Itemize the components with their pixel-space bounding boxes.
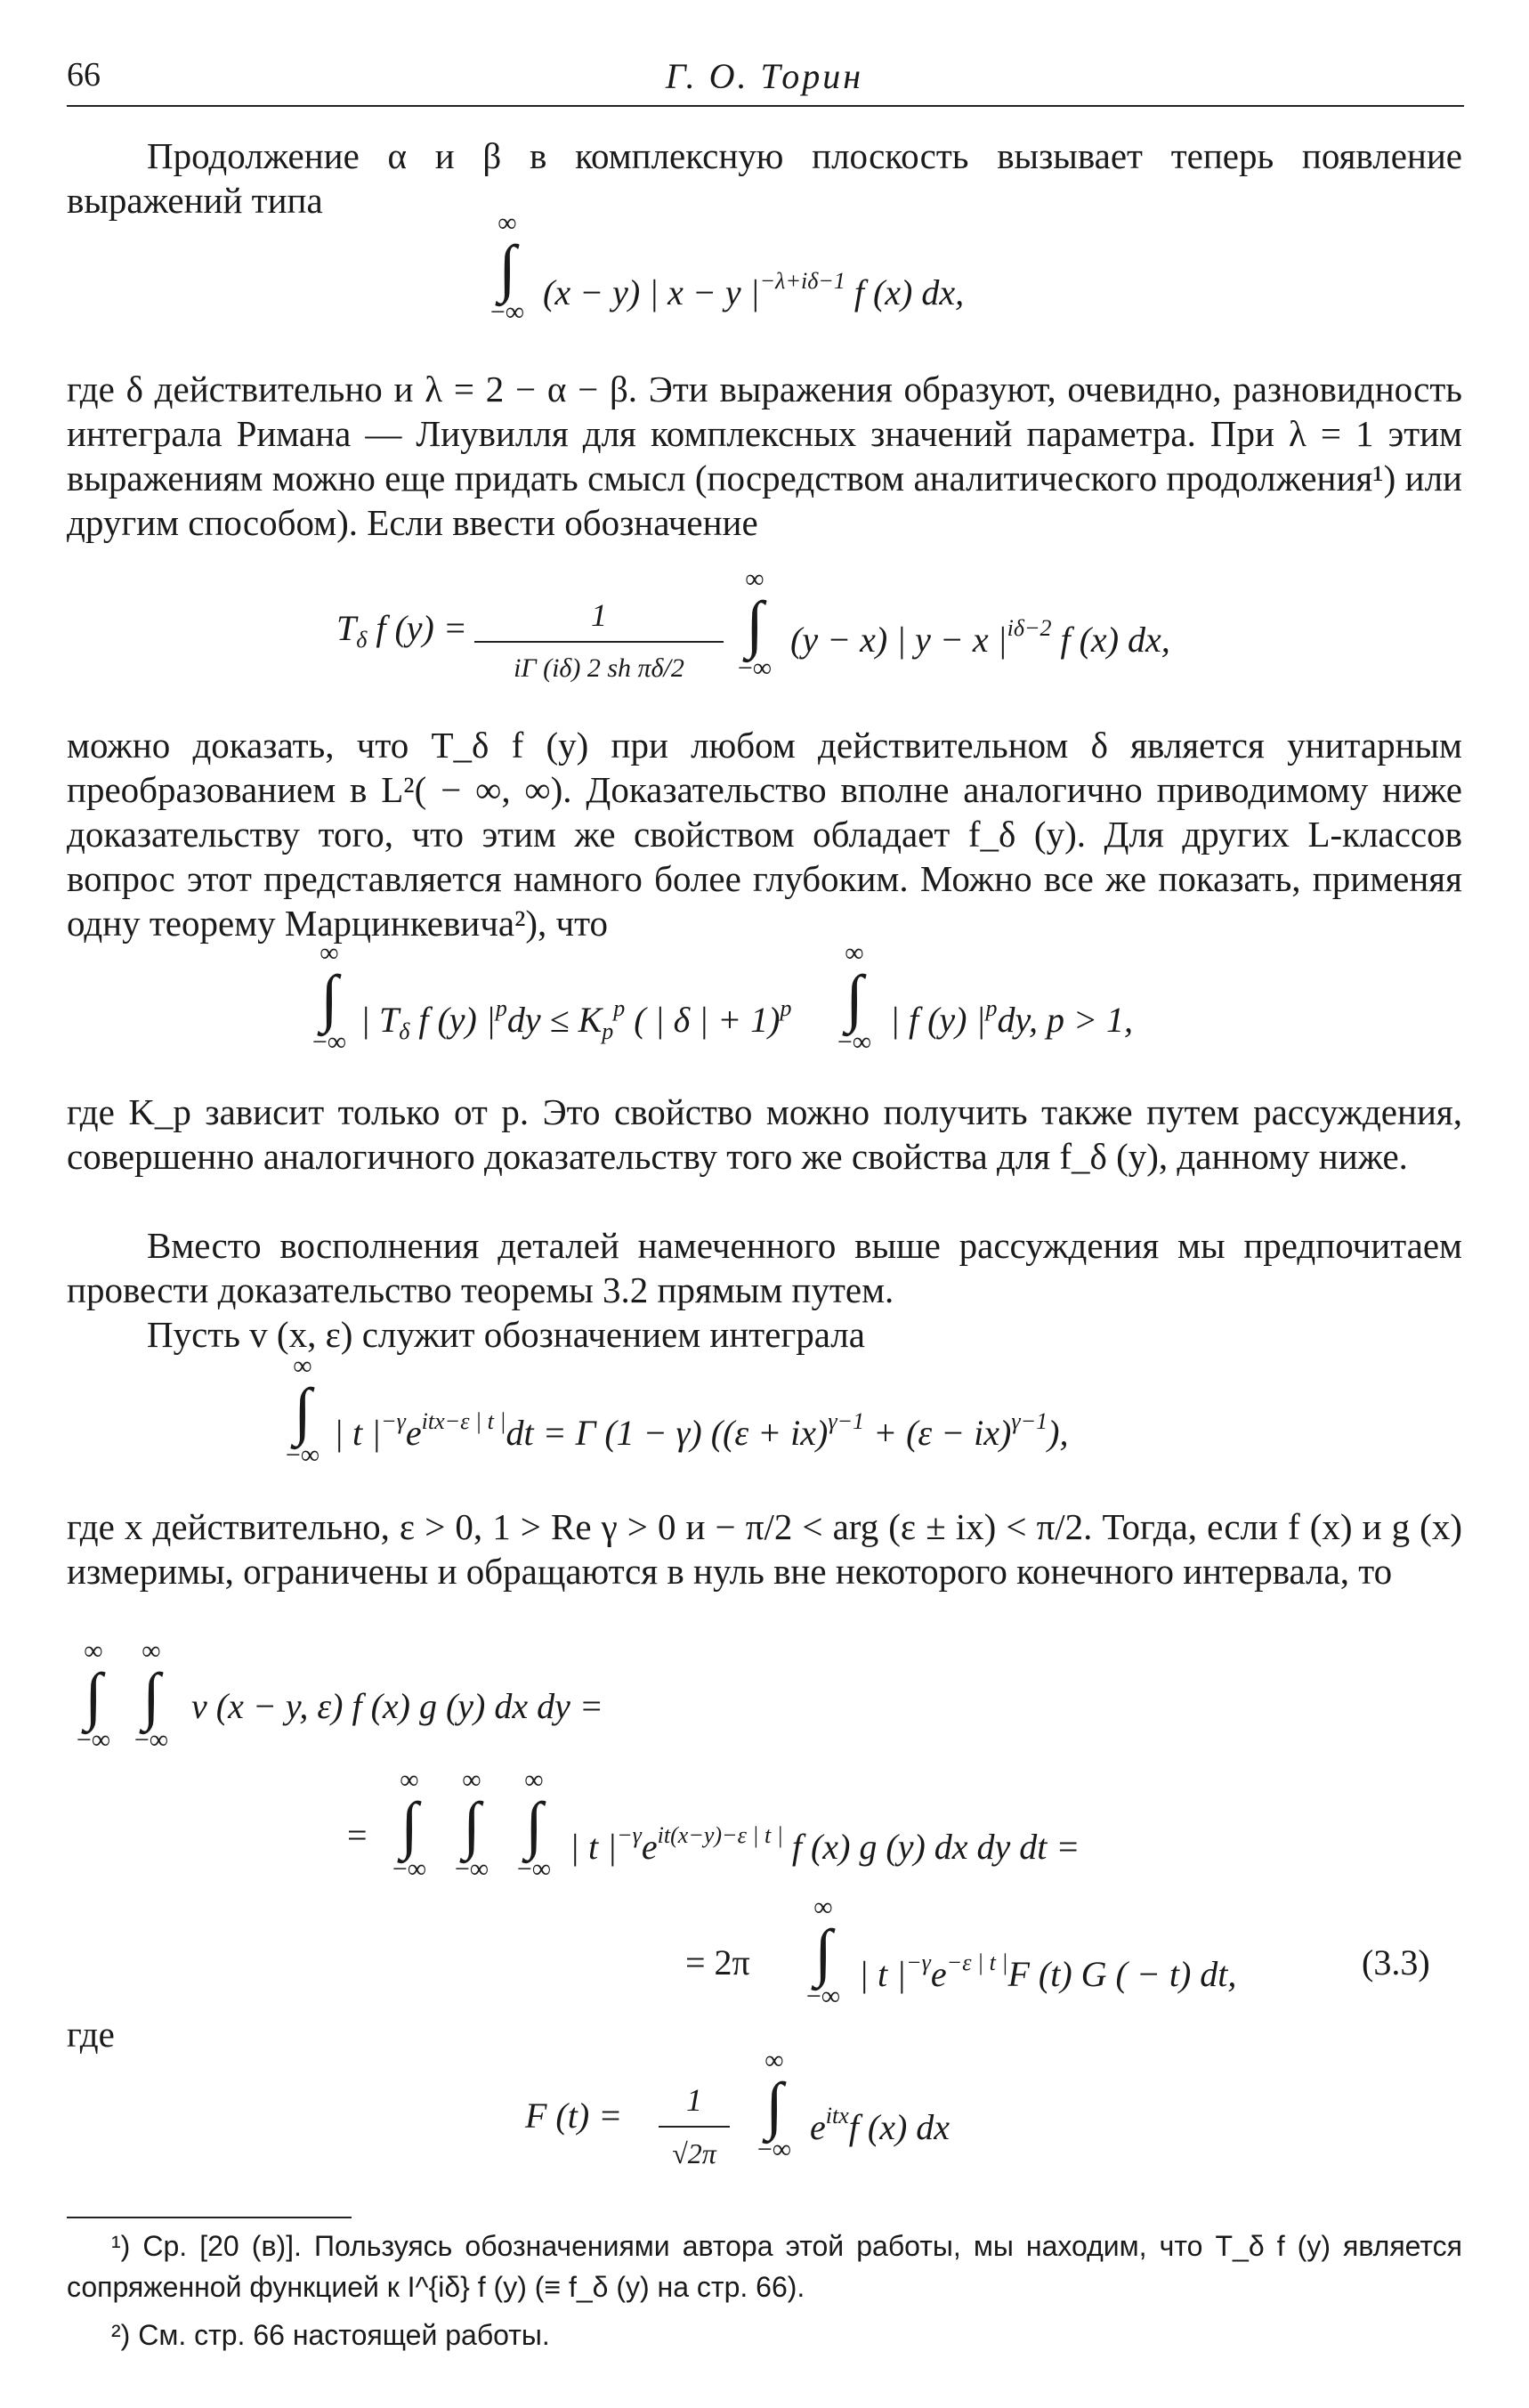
formula-2-numerator: 1 <box>591 597 607 633</box>
formula-8-body <box>810 2094 950 2150</box>
footnote-rule <box>67 2217 352 2218</box>
paragraph-3: можно доказать, что T_δ f (y) при любом действительном δ является унитарным преобразованием в L²( − ∞, ∞). Доказательство вполне аналогично приводимому ниже доказательству того, что этим же свойством обладает f_δ (y). Для других L-классов вопрос этот представляется намного более глубоким. Можно все же показать, применяя одну теорему Марцинкевича²), что <box>67 725 1462 944</box>
formula-2-exponent: iδ−2 <box>1007 615 1052 641</box>
upper-limit: ∞ <box>813 1893 833 1922</box>
formula-8-tail: f (x) dx <box>848 2107 951 2147</box>
integral-sign <box>797 1894 850 2010</box>
formula-3-p1: p <box>495 995 507 1021</box>
integral-sign <box>383 1767 436 1883</box>
formula-3-right <box>890 986 1133 1042</box>
formula-7-exp1: −γ <box>906 1950 931 1975</box>
formula-8 <box>525 2047 1059 2190</box>
integral-sign <box>125 1638 178 1754</box>
integral-symbol: ∫ <box>85 1660 102 1731</box>
formula-4-abs: | t | <box>334 1413 382 1453</box>
upper-limit: ∞ <box>293 1351 312 1381</box>
formula-4 <box>276 1353 1255 1496</box>
integral-symbol: ∫ <box>400 1789 418 1861</box>
paragraph-6: Пусть v (x, ε) служит обозначением интеграла <box>147 1314 865 1355</box>
formula-6-body <box>570 1813 1080 1869</box>
formula-7-abs: | t | <box>859 1954 907 1994</box>
formula-7-coeff: = 2π <box>685 1942 750 1982</box>
formula-6-eq: = <box>347 1815 368 1855</box>
formula-8-exp: itx <box>825 2103 849 2128</box>
lower-limit: −∞ <box>392 1854 427 1884</box>
integral-sign <box>481 210 534 326</box>
formula-6-e: e <box>641 1827 658 1867</box>
integral-sign <box>303 940 356 1056</box>
footnote-2: ²) См. стр. 66 настоящей работы. <box>111 2319 550 2351</box>
formula-3-p3: p <box>985 995 998 1021</box>
formula-1-expr: (x − y) | x − y | <box>543 272 760 312</box>
formula-4-second: + (ε − ix) <box>873 1413 1012 1453</box>
upper-limit: ∞ <box>462 1765 481 1795</box>
upper-limit: ∞ <box>320 938 339 968</box>
formula-4-exp4: γ−1 <box>1011 1408 1048 1434</box>
lower-limit: −∞ <box>133 1725 169 1755</box>
formula-2-T-sub: δ <box>356 627 368 653</box>
upper-limit: ∞ <box>764 2046 784 2075</box>
formula-4-exp3: γ−1 <box>828 1408 865 1434</box>
lower-limit: −∞ <box>489 297 525 327</box>
integral-symbol: ∫ <box>320 962 338 1034</box>
page-number: 66 <box>67 56 101 93</box>
formula-3-f: f (y) | <box>418 1000 496 1040</box>
formula-8-numerator: 1 <box>686 2082 702 2118</box>
upper-limit: ∞ <box>524 1765 544 1795</box>
lower-limit: −∞ <box>837 1027 872 1057</box>
integral-symbol: ∫ <box>746 588 764 660</box>
formula-2-tail: f (x) dx, <box>1060 620 1170 660</box>
formula-7-tail: F (t) G ( − t) dt, <box>1007 1954 1237 1994</box>
lower-limit: −∞ <box>311 1027 347 1057</box>
header-rule <box>67 105 1464 107</box>
formula-4-tail: ), <box>1048 1413 1069 1453</box>
formula-4-e: e <box>405 1413 422 1453</box>
formula-3-T: | T <box>360 1000 400 1040</box>
integral-symbol: ∫ <box>814 1917 832 1988</box>
formula-6-abs: | t | <box>570 1827 618 1867</box>
lower-limit: −∞ <box>454 1854 489 1884</box>
paragraph-1: Продолжение α и β в комплексную плоскость вызывает теперь появление выражений типа <box>67 135 1462 221</box>
formula-3-K-sub: p <box>602 1018 614 1044</box>
paragraph-4: где K_p зависит только от p. Это свойство можно получить также путем рассуждения, совершенно аналогичного доказательству того же свойства для f_δ (y), данному ниже. <box>67 1091 1462 1177</box>
running-head-author: Г. О. Торин <box>665 56 864 96</box>
formula-7-exp2: −ε | t | <box>946 1950 1008 1975</box>
formula-6 <box>347 1767 1326 1909</box>
upper-limit: ∞ <box>84 1636 103 1666</box>
lower-limit: −∞ <box>756 2135 792 2164</box>
formula-2-lhs-tail: f (y) = <box>376 608 467 648</box>
formula-1-body <box>543 259 964 315</box>
formula-4-exp1: −γ <box>381 1408 406 1434</box>
formula-3-tail: dy, p > 1, <box>997 1000 1134 1040</box>
formula-8-denominator: √2π <box>672 2137 716 2169</box>
integral-sign <box>276 1353 329 1469</box>
formula-5-body: v (x − y, ε) f (x) g (y) dx dy = <box>191 1686 603 1726</box>
integral-sign <box>728 566 781 682</box>
integral-symbol: ∫ <box>142 1660 160 1731</box>
fraction-bar <box>474 641 724 643</box>
formula-3-paren: ( | δ | + 1) <box>634 1000 781 1040</box>
upper-limit: ∞ <box>845 938 864 968</box>
lower-limit: −∞ <box>76 1725 111 1755</box>
formula-3 <box>303 940 1237 1082</box>
formula-2-expr: (y − x) | y − x | <box>790 620 1007 660</box>
lower-limit: −∞ <box>737 653 773 683</box>
integral-sign <box>828 940 881 1056</box>
formula-7-body <box>859 1941 1236 1997</box>
upper-limit: ∞ <box>498 208 517 238</box>
integral-symbol: ∫ <box>845 962 863 1034</box>
lower-limit: −∞ <box>285 1440 320 1470</box>
integral-sign <box>748 2047 801 2163</box>
formula-8-lhs: F (t) = <box>525 2096 623 2136</box>
integral-symbol: ∫ <box>765 2070 783 2141</box>
formula-3-fy: | f (y) | <box>890 1000 986 1040</box>
footnote-1: ¹) Ср. [20 (в)]. Пользуясь обозначениями автора этой работы, мы находим, что T_δ f (y) является сопряженной функцией к I^{iδ} f (y) (≡ f_δ (y) на стр. 66). <box>67 2230 1463 2303</box>
integral-symbol: ∫ <box>463 1789 481 1861</box>
formula-6-exp2: it(x−y)−ε | t | <box>657 1822 783 1848</box>
fraction-bar <box>659 2126 730 2128</box>
formula-8-e: e <box>810 2107 826 2147</box>
paragraph-5: Вместо восполнения деталей намеченного выше рассуждения мы предпочитаем провести доказательство теоремы 3.2 прямым путем. <box>67 1225 1462 1310</box>
paragraph-2: где δ действительно и λ = 2 − α − β. Эти выражения образуют, очевидно, разновидность интеграла Римана — Лиувилля для комплексных значений параметра. При λ = 1 этим выражениям можно еще придать смысл (посредством аналитического продолжения¹) или другим способом). Если ввести обозначение <box>67 369 1462 543</box>
upper-limit: ∞ <box>745 564 764 594</box>
upper-limit: ∞ <box>400 1765 419 1795</box>
equation-number: (3.3) <box>1362 1942 1430 1982</box>
formula-2 <box>336 566 1226 709</box>
integral-symbol: ∫ <box>294 1375 311 1447</box>
paragraph-7: где x действительно, ε > 0, 1 > Re γ > 0 и − π/2 < arg (ε ± ix) < π/2. Тогда, если f (x) и g (x) измеримы, ограничены и обращаются в нуль вне некоторого конечного интервала, то <box>67 1506 1462 1592</box>
integral-sign <box>445 1767 498 1883</box>
formula-3-left <box>360 986 791 1054</box>
formula-2-fraction <box>474 593 724 691</box>
formula-6-tail: f (x) g (y) dx dy dt = <box>791 1827 1080 1867</box>
formula-2-body <box>790 606 1170 662</box>
formula-3-K: dy ≤ K <box>506 1000 603 1040</box>
integral-symbol: ∫ <box>525 1789 543 1861</box>
formula-5 <box>67 1638 868 1780</box>
paragraph-8: где <box>67 2014 115 2055</box>
integral-sign <box>507 1767 561 1883</box>
formula-3-p2: p <box>780 995 792 1021</box>
integral-symbol: ∫ <box>498 232 516 304</box>
integral-sign <box>67 1638 120 1754</box>
lower-limit: −∞ <box>805 1982 841 2011</box>
formula-2-denominator: iΓ (iδ) 2 sh πδ/2 <box>514 653 684 683</box>
formula-6-exp1: −γ <box>617 1822 642 1848</box>
formula-8-fraction <box>659 2078 730 2176</box>
formula-4-gamma: dt = Γ (1 − γ) ((ε + ix) <box>506 1413 829 1453</box>
formula-4-body <box>334 1399 1069 1455</box>
upper-limit: ∞ <box>142 1636 161 1666</box>
formula-3-T-sub: δ <box>399 1018 410 1044</box>
formula-7-e: e <box>930 1954 947 1994</box>
formula-1-exponent: −λ+iδ−1 <box>759 268 845 294</box>
formula-2-T: T <box>336 608 357 648</box>
formula-2-lhs <box>336 606 467 662</box>
formula-1-tail: f (x) dx, <box>853 272 965 312</box>
formula-3-K-sup: p <box>613 995 626 1021</box>
formula-4-exp2: itx−ε | t | <box>421 1408 506 1434</box>
lower-limit: −∞ <box>516 1854 552 1884</box>
